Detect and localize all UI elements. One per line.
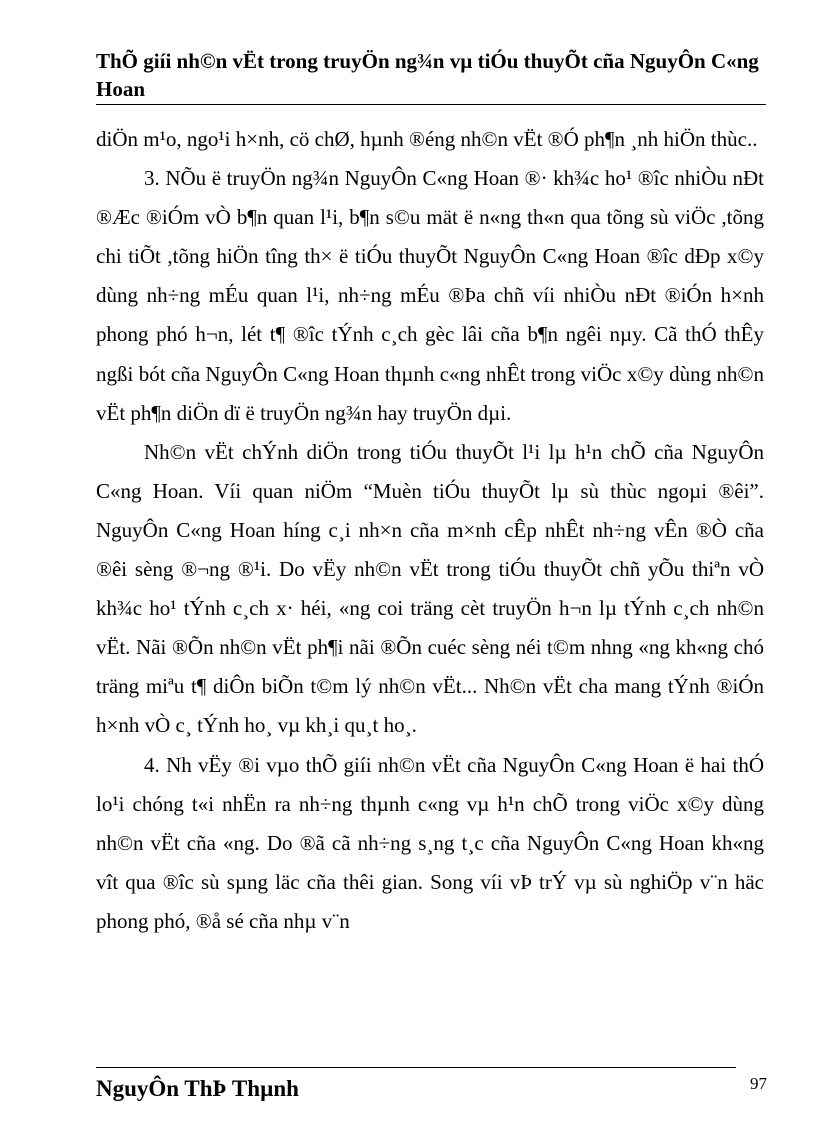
footer-divider <box>96 1067 736 1068</box>
paragraph-main-characters: Nh©n vËt chÝnh diÖn trong tiÓu thuyÕt l¹i lµ h¹n chÕ cña NguyÔn C«ng Hoan. Víi quan niÖm “Muèn tiÓu thuyÕt lµ sù thùc ngoµi ®êi”. NguyÔn C«ng Hoan híng c¸i nh×n cña m×nh cÊp nhÊt nh÷ng vÊn ®Ò cña ®êi sèng ®¬ng ®¹i. Do vËy nh©n vËt trong tiÓu thuyÕt chñ yÕu thiªn vÒ kh¾c ho¹ tÝnh c¸ch x· héi, «ng coi träng cèt truyÖn h¬n lµ tÝnh c¸ch nh©n vËt. Nãi ®Õn nh©n vËt ph¶i nãi ®Õn cuéc sèng néi t©m nhng «ng kh«ng chó träng miªu t¶ diÔn biÕn t©m lý nh©n vËt... Nh©n vËt cha mang tÝnh ®iÓn h×nh vÒ c¸ tÝnh ho¸ vµ kh¸i qu¸t ho¸. <box>96 439 764 738</box>
header-divider <box>96 104 766 105</box>
page-number: 97 <box>750 1074 767 1093</box>
footer-author: NguyÔn ThÞ Thµnh <box>96 1076 299 1101</box>
body-text <box>96 120 764 941</box>
paragraph-point-3: 3. NÕu ë truyÖn ng¾n NguyÔn C«ng Hoan ®· kh¾c ho¹ ®îc nhiÒu nÐt ®Æc ®iÓm vÒ b¶n quan l¹i, b¶n s©u mät ë n«ng th«n qua tõng sù viÖc ,tõng chi tiÕt ,tõng hiÖn tîng th× ë tiÓu thuyÕt NguyÔn C«ng Hoan ®îc dÐp x©y dùng nh÷ng mÉu quan l¹i, nh÷ng mÉu ®Þa chñ víi nhiÒu nÐt ®iÓn h×nh phong phó h¬n, lét t¶ ®îc tÝnh c¸ch gèc lâi cña b¶n ngêi nµy. Cã thÓ thÊy ngßi bót cña NguyÔn C«ng Hoan thµnh c«ng nhÊt trong viÖc x©y dùng nh©n vËt ph¶n diÖn dï ë truyÖn ng¾n hay truyÖn dµi. <box>96 166 764 425</box>
paragraph-point-4: 4. Nh vËy ®i vµo thÕ giíi nh©n vËt cña NguyÔn C«ng Hoan ë hai thÓ lo¹i chóng t«i nhËn ra nh÷ng thµnh c«ng vµ h¹n chÕ trong viÖc x©y dùng nh©n vËt cña «ng. Do ®ã cã nh÷ng s¸ng t¸c cña NguyÔn C«ng Hoan kh«ng vît qua ®îc sù sµng läc cña thêi gian. Song víi vÞ trÝ vµ sù nghiÖp v¨n häc phong phó, ®å sé cña nhµ v¨n <box>96 752 764 933</box>
paragraph-continuation: diÖn m¹o, ngo¹i h×nh, cö chØ, hµnh ®éng nh©n vËt ®Ó ph¶n ¸nh hiÖn thùc.. <box>96 127 758 151</box>
running-header-title: ThÕ giíi nh©n vËt trong truyÖn ng¾n vµ tiÓu thuyÕt cña NguyÔn C«ng Hoan <box>96 49 759 101</box>
